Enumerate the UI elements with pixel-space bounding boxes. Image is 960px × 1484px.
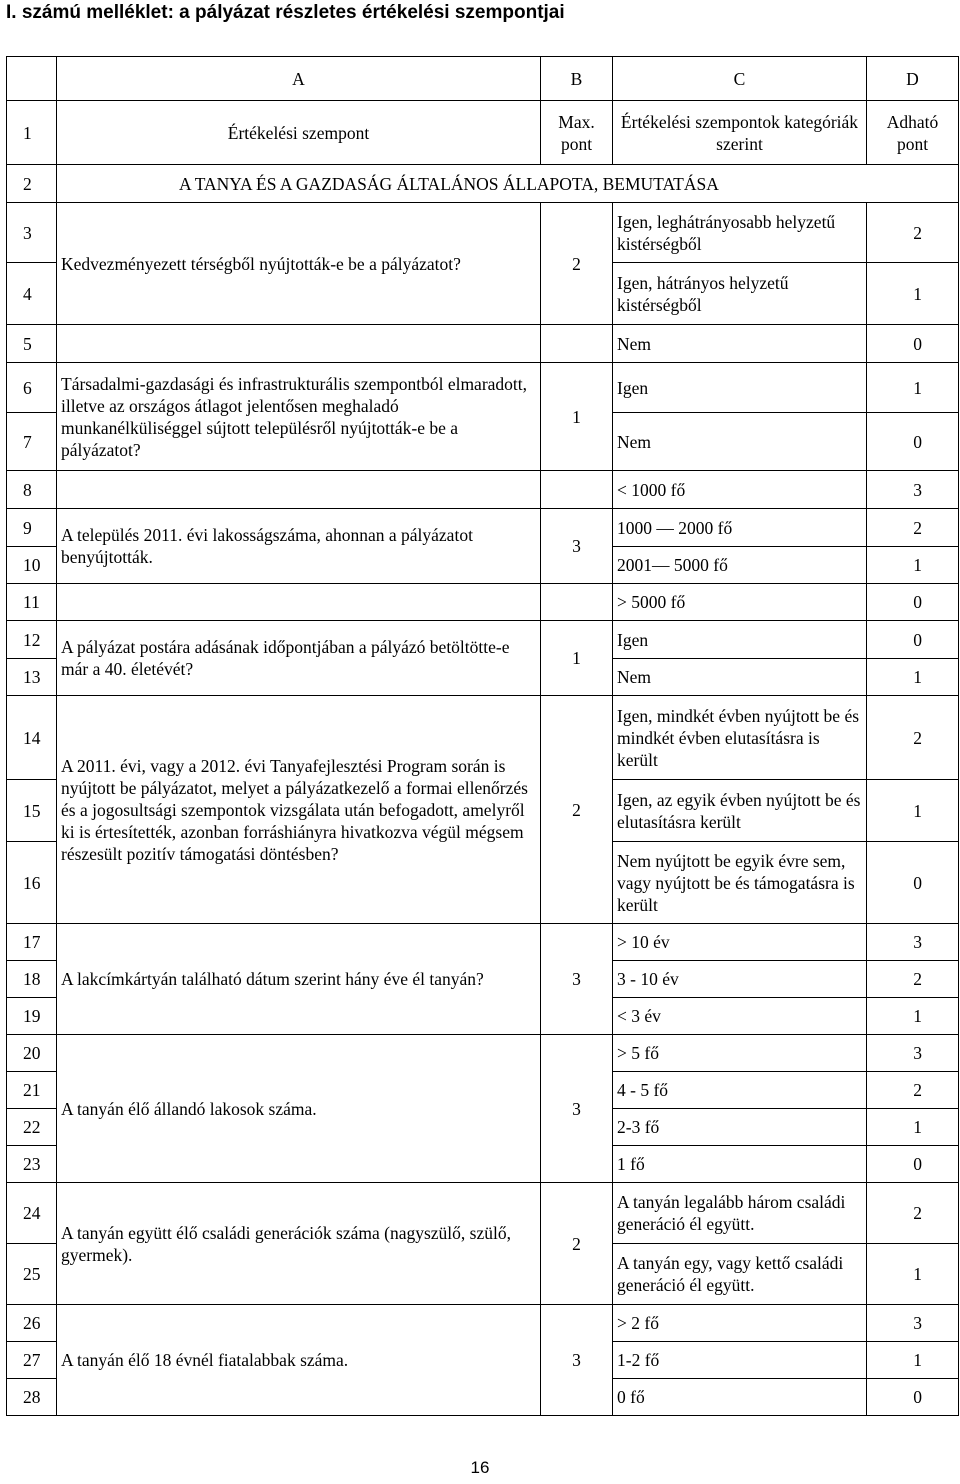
max-point: 2	[541, 1183, 613, 1305]
category-point: 1	[867, 998, 959, 1035]
row-number: 23	[7, 1146, 57, 1183]
category-text: Igen	[613, 621, 867, 659]
category-point: 1	[867, 1342, 959, 1379]
row-number: 6	[7, 363, 57, 413]
header-points: Adható pont	[867, 101, 959, 165]
category-point: 1	[867, 363, 959, 413]
category-text: Igen	[613, 363, 867, 413]
table-row	[7, 1035, 959, 1072]
max-point: 3	[541, 1305, 613, 1416]
table-row	[7, 584, 959, 621]
criterion-text: Társadalmi-gazdasági és infrastrukturális szempontból elmaradott, illetve az országos átlagot jelentősen meghaladó munkanélküliséggel sújtott településről nyújtották-e be a pályázatot?	[57, 363, 541, 471]
category-text: 0 fő	[613, 1379, 867, 1416]
category-point: 0	[867, 413, 959, 471]
category-text: Igen, hátrányos helyzetű kistérségből	[613, 263, 867, 325]
row-number: 26	[7, 1305, 57, 1342]
criterion-text: A pályázat postára adásának időpontjában a pályázó betöltötte-e már a 40. életévét?	[57, 621, 541, 696]
category-text: < 3 év	[613, 998, 867, 1035]
category-text: Nem	[613, 413, 867, 471]
header-row	[7, 101, 959, 165]
table-row	[7, 621, 959, 659]
table-row	[7, 924, 959, 961]
section-row	[7, 165, 959, 203]
category-point: 1	[867, 1109, 959, 1146]
criterion-text-empty	[57, 471, 541, 509]
column-letter-c: C	[613, 57, 867, 101]
row-number: 16	[7, 842, 57, 924]
category-text: A tanyán legalább három családi generáció él együtt.	[613, 1183, 867, 1244]
category-point: 3	[867, 924, 959, 961]
criterion-text: A település 2011. évi lakosságszáma, ahonnan a pályázatot benyújtották.	[57, 509, 541, 584]
table-row	[7, 471, 959, 509]
row-number: 20	[7, 1035, 57, 1072]
section-title: A TANYA ÉS A GAZDASÁG ÁLTALÁNOS ÁLLAPOTA, BEMUTATÁSA	[57, 165, 959, 203]
max-point: 2	[541, 203, 613, 325]
row-number: 24	[7, 1183, 57, 1244]
column-letter-b: B	[541, 57, 613, 101]
criterion-text: A 2011. évi, vagy a 2012. évi Tanyafejlesztési Program során is nyújtott be pályázatot, melyet a pályázatkezelő a formai ellenőrzés és a jogosultsági szempontok vizsgálata után befogadott, amelyről ki is értesítették, azonban forráshiányra hivatkozva végül mégsem részesült pozitív támogatási döntésben?	[57, 696, 541, 924]
criterion-text: A tanyán élő állandó lakosok száma.	[57, 1035, 541, 1183]
row-number: 2	[7, 165, 57, 203]
header-categories: Értékelési szempontok kategóriák szerint	[613, 101, 867, 165]
row-number: 12	[7, 621, 57, 659]
criterion-text: A lakcímkártyán található dátum szerint hány éve él tanyán?	[57, 924, 541, 1035]
row-number: 10	[7, 547, 57, 584]
category-point: 1	[867, 263, 959, 325]
table-row	[7, 509, 959, 547]
category-point: 2	[867, 1072, 959, 1109]
category-text: Nem nyújtott be egyik évre sem, vagy nyújtott be és támogatásra is került	[613, 842, 867, 924]
criterion-text: Kedvezményezett térségből nyújtották-e be a pályázatot?	[57, 203, 541, 325]
category-text: 4 - 5 fő	[613, 1072, 867, 1109]
row-number: 7	[7, 413, 57, 471]
max-point-empty	[541, 471, 613, 509]
row-number: 1	[7, 101, 57, 165]
table-row	[7, 1183, 959, 1244]
category-point: 0	[867, 621, 959, 659]
max-point-empty	[541, 325, 613, 363]
category-text: Igen, leghátrányosabb helyzetű kistérségből	[613, 203, 867, 263]
header-max-point: Max. pont	[541, 101, 613, 165]
page-number: 16	[470, 1458, 490, 1477]
category-text: > 5000 fő	[613, 584, 867, 621]
category-point: 2	[867, 509, 959, 547]
row-number: 13	[7, 659, 57, 696]
criterion-text: A tanyán együtt élő családi generációk száma (nagyszülő, szülő, gyermek).	[57, 1183, 541, 1305]
criterion-text: A tanyán élő 18 évnél fiatalabbak száma.	[57, 1305, 541, 1416]
category-text: > 2 fő	[613, 1305, 867, 1342]
table-row	[7, 325, 959, 363]
category-text: 1000 — 2000 fő	[613, 509, 867, 547]
row-number: 27	[7, 1342, 57, 1379]
max-point: 1	[541, 621, 613, 696]
row-number: 15	[7, 780, 57, 842]
table-row	[7, 1305, 959, 1342]
row-number: 5	[7, 325, 57, 363]
max-point: 3	[541, 924, 613, 1035]
criteria-table	[6, 56, 959, 1416]
max-point: 1	[541, 363, 613, 471]
column-letter-row	[7, 57, 959, 101]
category-point: 3	[867, 1035, 959, 1072]
category-text: 1 fő	[613, 1146, 867, 1183]
category-point: 1	[867, 547, 959, 584]
category-text: 2-3 fő	[613, 1109, 867, 1146]
max-point: 3	[541, 1035, 613, 1183]
criterion-text-empty	[57, 325, 541, 363]
row-number: 4	[7, 263, 57, 325]
category-text: < 1000 fő	[613, 471, 867, 509]
category-point: 0	[867, 584, 959, 621]
row-number: 8	[7, 471, 57, 509]
corner-cell	[7, 57, 57, 101]
category-text: 1-2 fő	[613, 1342, 867, 1379]
table-row	[7, 363, 959, 413]
category-point: 2	[867, 1183, 959, 1244]
column-letter-d: D	[867, 57, 959, 101]
column-letter-a: A	[57, 57, 541, 101]
table-row	[7, 696, 959, 780]
category-text: Nem	[613, 659, 867, 696]
category-text: > 5 fő	[613, 1035, 867, 1072]
row-number: 17	[7, 924, 57, 961]
category-point: 3	[867, 471, 959, 509]
row-number: 28	[7, 1379, 57, 1416]
row-number: 19	[7, 998, 57, 1035]
category-point: 1	[867, 659, 959, 696]
category-point: 0	[867, 325, 959, 363]
row-number: 21	[7, 1072, 57, 1109]
row-number: 11	[7, 584, 57, 621]
category-text: A tanyán egy, vagy kettő családi generáció él együtt.	[613, 1244, 867, 1305]
row-number: 14	[7, 696, 57, 780]
category-text: Nem	[613, 325, 867, 363]
category-text: Igen, mindkét évben nyújtott be és mindkét évben elutasításra is került	[613, 696, 867, 780]
category-text: 2001— 5000 fő	[613, 547, 867, 584]
category-point: 0	[867, 842, 959, 924]
criterion-text-empty	[57, 584, 541, 621]
category-point: 2	[867, 696, 959, 780]
max-point: 2	[541, 696, 613, 924]
page-title: I. számú melléklet: a pályázat részletes értékelési szempontjai	[6, 2, 565, 23]
row-number: 3	[7, 203, 57, 263]
max-point-empty	[541, 584, 613, 621]
table-row	[7, 203, 959, 263]
category-point: 2	[867, 961, 959, 998]
row-number: 9	[7, 509, 57, 547]
row-number: 22	[7, 1109, 57, 1146]
row-number: 18	[7, 961, 57, 998]
category-point: 0	[867, 1379, 959, 1416]
category-point: 1	[867, 780, 959, 842]
category-text: Igen, az egyik évben nyújtott be és elutasításra került	[613, 780, 867, 842]
header-criterion: Értékelési szempont	[57, 101, 541, 165]
category-point: 2	[867, 203, 959, 263]
category-text: 3 - 10 év	[613, 961, 867, 998]
max-point: 3	[541, 509, 613, 584]
category-point: 3	[867, 1305, 959, 1342]
category-point: 0	[867, 1146, 959, 1183]
row-number: 25	[7, 1244, 57, 1305]
category-text: > 10 év	[613, 924, 867, 961]
category-point: 1	[867, 1244, 959, 1305]
